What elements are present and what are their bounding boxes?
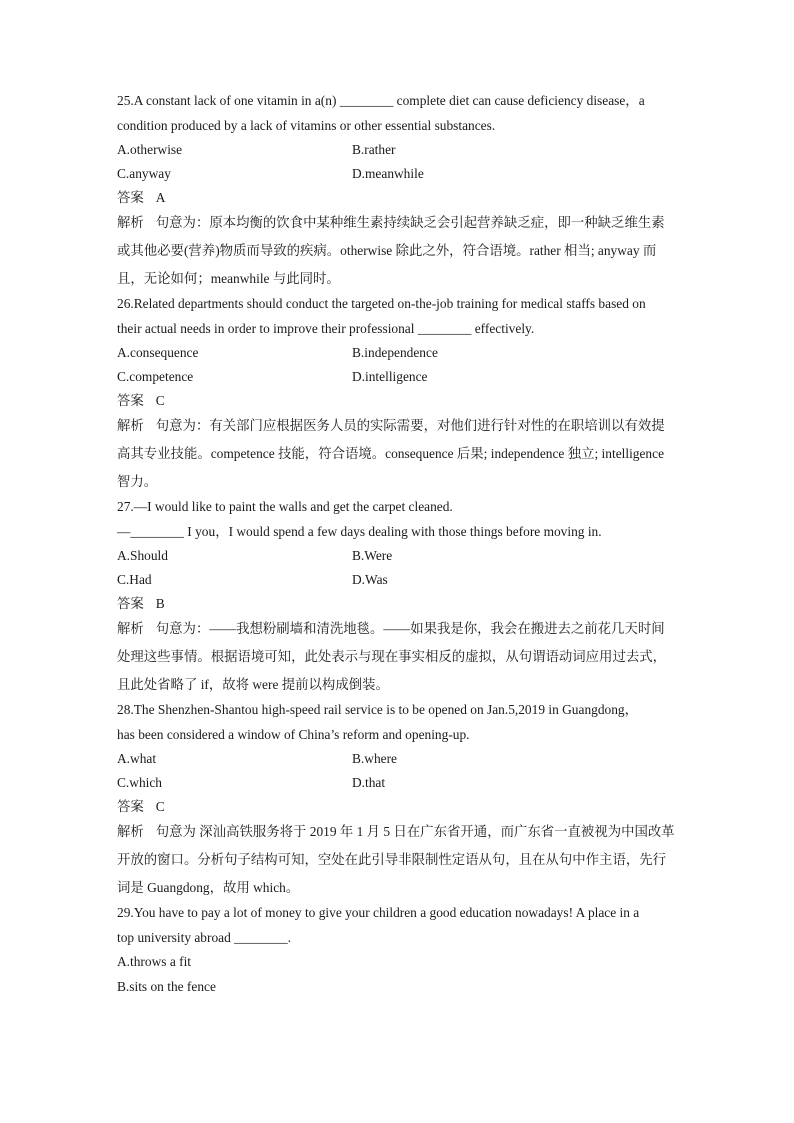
options-row	[117, 774, 677, 792]
analysis-text: 句意为：有关部门应根据医务人员的实际需要，对他们进行针对性的在职培训以有效提高其专业技能。competence 技能，符合语境。consequence 后果; independence 独立; intelligence 智力。	[117, 418, 665, 489]
question-list	[117, 92, 677, 1002]
analysis-label: 解析	[117, 215, 144, 230]
question-28	[117, 701, 677, 902]
answer-value: C	[155, 799, 165, 814]
question-stem-line: 29.You have to pay a lot of money to give your children a good education nowadays! A place in a	[117, 905, 640, 920]
options-row	[117, 141, 677, 159]
question-stem-line: has been considered a window of China’s reform and opening-up.	[117, 726, 470, 742]
question-26	[117, 295, 677, 496]
option-d: D.Was	[352, 572, 388, 587]
answer-line	[117, 189, 677, 207]
option-a: A.consequence	[117, 345, 199, 360]
option-a: A.throws a fit	[117, 954, 192, 969]
answer-value: B	[155, 596, 165, 611]
option-d: D.that	[352, 775, 386, 790]
options-row	[117, 750, 677, 768]
analysis-paragraph	[117, 412, 677, 496]
option-c: C.competence	[117, 369, 194, 384]
answer-line	[117, 595, 677, 613]
analysis-label: 解析	[117, 824, 144, 839]
option-d: D.meanwhile	[352, 166, 424, 181]
option-b: B.rather	[352, 142, 396, 157]
option-b: B.where	[352, 751, 397, 766]
answer-value: C	[155, 393, 165, 408]
analysis-paragraph	[117, 615, 677, 699]
analysis-label: 解析	[117, 418, 144, 433]
option-b: B.Were	[352, 548, 393, 563]
answer-line	[117, 392, 677, 410]
option-c: C.which	[117, 775, 163, 790]
analysis-label: 解析	[117, 621, 144, 636]
option-b: B.independence	[352, 345, 438, 360]
answer-line	[117, 798, 677, 816]
analysis-paragraph	[117, 818, 677, 902]
question-27	[117, 498, 677, 699]
analysis-paragraph	[117, 209, 677, 293]
options-row	[117, 165, 677, 183]
question-stem-line: 26.Related departments should conduct the targeted on-the-job training for medical staffs based on	[117, 296, 646, 311]
answer-label: 答案	[117, 596, 144, 611]
answer-label: 答案	[117, 190, 144, 205]
option-c: C.Had	[117, 572, 152, 587]
analysis-text: 句意为：原本均衡的饮食中某种维生素持续缺乏会引起营养缺乏症，即一种缺乏维生素或其他必要(营养)物质而导致的疾病。otherwise 除此之外，符合语境。rather 相当; anyway 而且，无论如何；meanwhile 与此同时。	[117, 215, 665, 286]
options-row	[117, 368, 677, 386]
options-row	[117, 571, 677, 589]
answer-label: 答案	[117, 393, 144, 408]
question-stem-line: —________ I you，I would spend a few days dealing with those things before moving in.	[117, 523, 602, 539]
question-stem-line: 25.A constant lack of one vitamin in a(n) ________ complete diet can cause deficiency disease，a	[117, 93, 645, 108]
question-stem-line: their actual needs in order to improve their professional ________ effectively.	[117, 320, 535, 336]
question-25	[117, 92, 677, 293]
answer-value: A	[155, 190, 166, 205]
analysis-text: 句意为：——我想粉刷墙和清洗地毯。——如果我是你，我会在搬进去之前花几天时间处理这些事情。根据语境可知，此处表示与现在事实相反的虚拟，从句谓语动词应用过去式，且此处省略了 if，故将 were 提前以构成倒装。	[117, 621, 667, 692]
answer-label: 答案	[117, 799, 144, 814]
question-stem-line: 27.—I would like to paint the walls and get the carpet cleaned.	[117, 499, 453, 514]
option-a: A.what	[117, 751, 157, 766]
analysis-text: 句意为 深汕高铁服务将于 2019 年 1 月 5 日在广东省开通，而广东省一直被视为中国改革开放的窗口。分析句子结构可知，空处在此引导非限制性定语从句，且在从句中作主语，先行词是 Guangdong，故用 which。	[117, 824, 675, 895]
question-stem-line: condition produced by a lack of vitamins or other essential substances.	[117, 117, 496, 133]
question-29	[117, 904, 677, 996]
options-row	[117, 344, 677, 362]
option-b: B.sits on the fence	[117, 978, 216, 994]
option-a: A.Should	[117, 548, 168, 563]
option-d: D.intelligence	[352, 369, 428, 384]
option-c: C.anyway	[117, 166, 171, 181]
question-stem-line: 28.The Shenzhen-Shantou high-speed rail service is to be opened on Jan.5,2019 in Guangdong，	[117, 702, 639, 717]
option-a: A.otherwise	[117, 142, 183, 157]
options-row	[117, 547, 677, 565]
question-stem-line: top university abroad ________.	[117, 929, 292, 945]
